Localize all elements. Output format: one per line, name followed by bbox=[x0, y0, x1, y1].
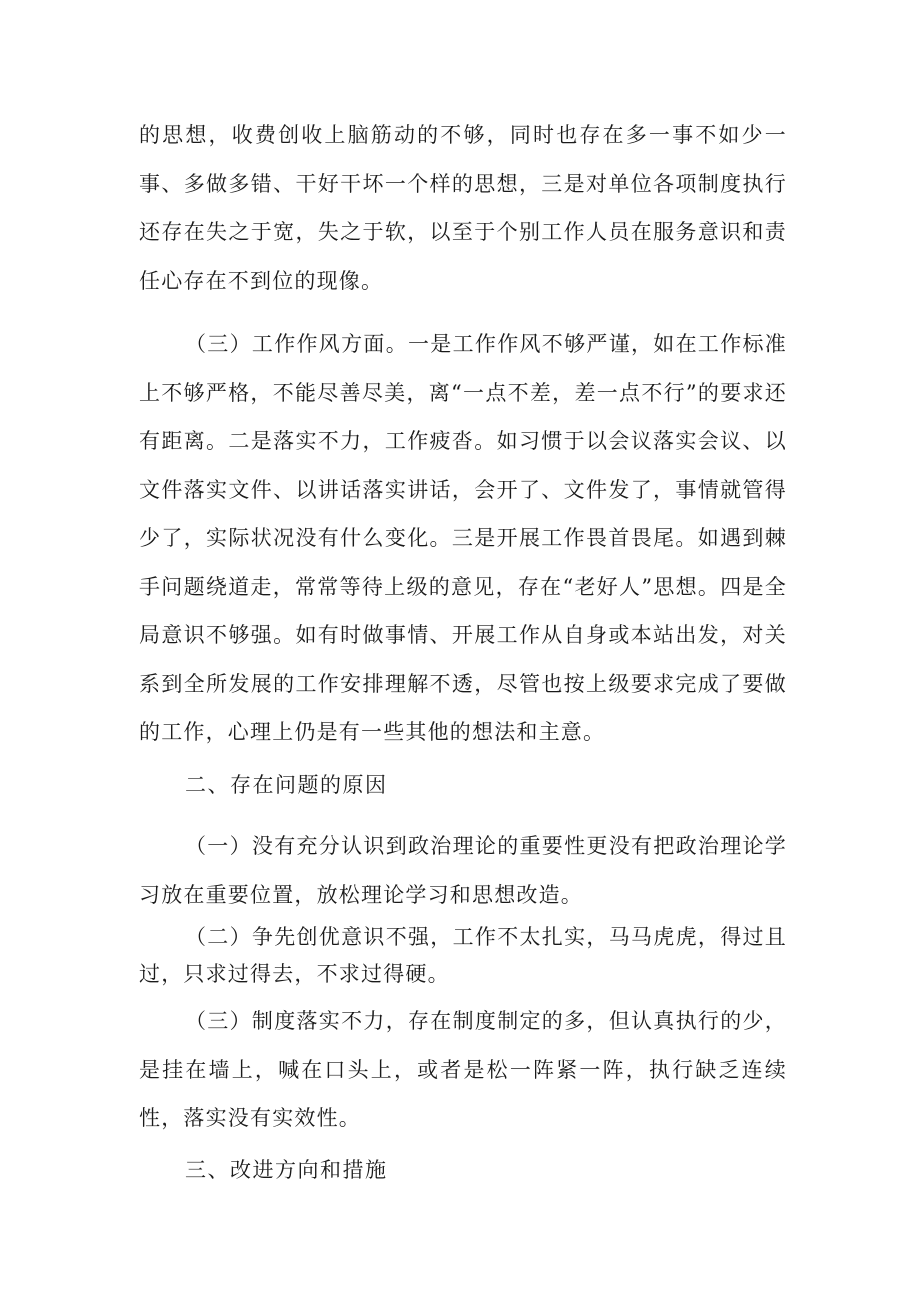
cause-item-1: （一）没有充分认识到政治理论的重要性更没有把政治理论学习放在重要位置，放松理论学习和思想改造。 bbox=[139, 834, 787, 907]
section-heading-improvements: 三、改进方向和措施 bbox=[185, 1158, 388, 1182]
paragraph-continuation: 的思想，收费创收上脑筋动的不够，同时也存在多一事不如少一事、多做多错、干好干坏一个样的思想，三是对单位各项制度执行还存在失之于宽，失之于软，以至于个别工作人员在服务意识和责任心存在不到位的现像。 bbox=[139, 123, 787, 293]
cause-item-2: （二）争先创优意识不强，工作不太扎实，马马虎虎，得过且过，只求过得去，不求过得硬。 bbox=[139, 925, 787, 986]
section-heading-causes: 二、存在问题的原因 bbox=[185, 773, 388, 797]
paragraph-work-style: （三）工作作风方面。一是工作作风不够严谨，如在工作标准上不够严格，不能尽善尽美，离“一点不差，差一点不行”的要求还有距离。二是落实不力，工作疲沓。如习惯于以会议落实会议、以文件落实文件、以讲话落实讲话，会开了、文件发了，事情就管得少了，实际状况没有什么变化。三是开展工作畏首畏尾。如遇到棘手问题绕道走，常常等待上级的意见，存在“老好人”思想。四是全局意识不够强。如有时做事情、开展工作从自身或本站出发，对关系到全所发展的工作安排理解不透，尽管也按上级要求完成了要做的工作，心理上仍是有一些其他的想法和主意。 bbox=[139, 332, 787, 744]
cause-item-3: （三）制度落实不力，存在制度制定的多，但认真执行的少，是挂在墙上，喊在口头上，或者是松一阵紧一阵，执行缺乏连续性，落实没有实效性。 bbox=[139, 1009, 787, 1130]
